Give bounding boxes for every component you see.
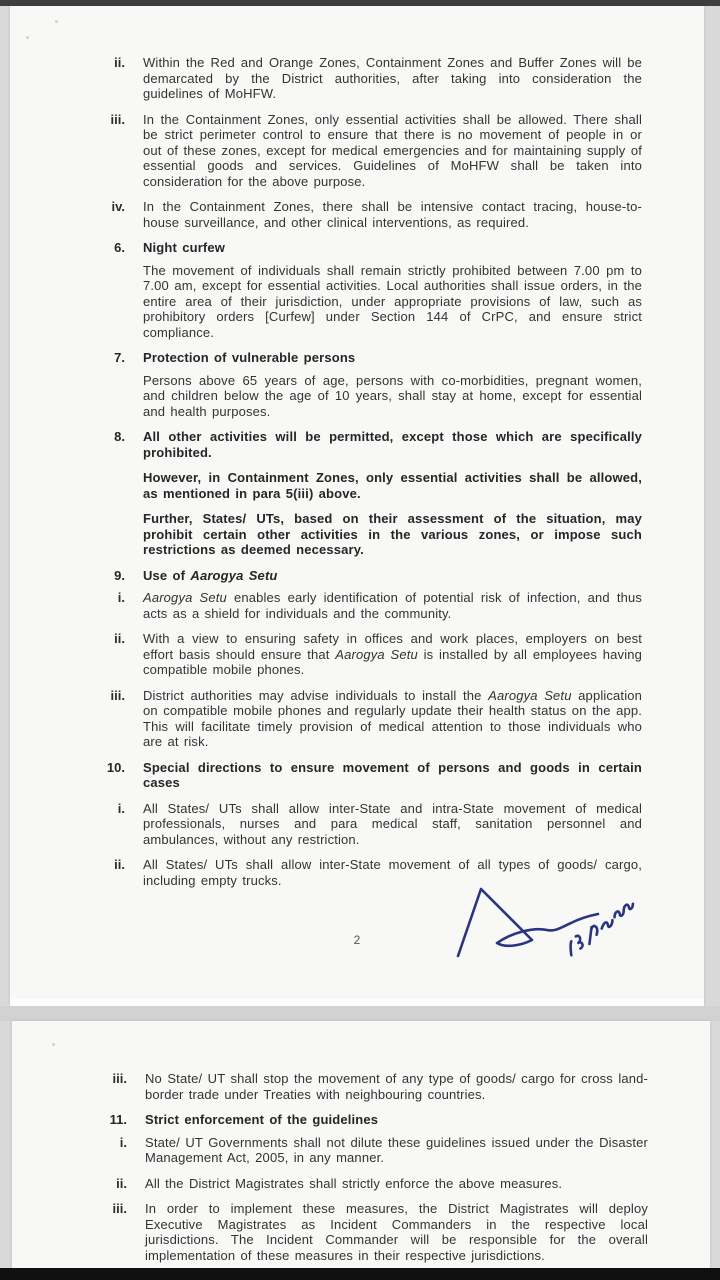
list-item-9i bbox=[95, 590, 642, 621]
item-text: State/ UT Governments shall not dilute these guidelines issued under the Disaster Management Act, 2005, in any manner. bbox=[145, 1134, 648, 1165]
signature-icon bbox=[448, 882, 680, 966]
section-number: 7. bbox=[114, 350, 125, 365]
item-number: iii. bbox=[112, 1071, 127, 1086]
section-title: All other activities will be permitted, except those which are specifically prohibited. bbox=[143, 429, 642, 460]
section-number: 10. bbox=[106, 759, 125, 775]
section-number: 11. bbox=[109, 1112, 127, 1127]
section-title: Strict enforcement of the guidelines bbox=[145, 1112, 379, 1127]
item-text: Within the Red and Orange Zones, Containment Zones and Buffer Zones will be demarcated by the District authorities, after taking into consideration the guidelines of MoHFW. bbox=[143, 55, 642, 101]
item-text: All States/ UTs shall allow inter-State and intra-State movement of medical professionals, nurses and para medical staff, sanitation personnel and ambulances, without any restriction. bbox=[143, 800, 642, 847]
item-text: All the District Magistrates shall strictly enforce the above measures. bbox=[145, 1175, 563, 1191]
list-item-10iii bbox=[97, 1071, 648, 1102]
scan-speck bbox=[26, 36, 29, 39]
section-title: Use of Aarogya Setu bbox=[143, 567, 278, 583]
item-text: District authorities may advise individuals to install the Aarogya Setu application on compatible mobile phones and regularly update their health status on the app. This will facilitate timely provision of medical attention to those individuals who are at risk. bbox=[143, 687, 642, 749]
list-item-11iii bbox=[97, 1201, 648, 1263]
section-heading-11 bbox=[97, 1112, 648, 1128]
item-number: iii. bbox=[110, 111, 125, 127]
item-text: Aarogya Setu enables early identification of potential risk of infection, and thus acts as a shield for individuals and the community. bbox=[143, 590, 642, 621]
paragraph-further-states bbox=[95, 511, 642, 558]
item-number: ii. bbox=[114, 857, 125, 872]
item-text: In the Containment Zones, there shall be intensive contact tracing, house-to-house surveillance, and other clinical interventions, as required. bbox=[143, 199, 642, 230]
item-number bbox=[95, 263, 143, 341]
list-item-5iv bbox=[95, 199, 642, 230]
section-number: 8. bbox=[114, 429, 125, 444]
paragraph-text: The movement of individuals shall remain strictly prohibited between 7.00 pm to 7.00 am, except for essential activities. Local authorities shall issue orders, in the entire area of their jurisdiction, under appropriate provisions of law, such as prohibitory orders [Curfew] under Section 144 of CrPC, and ensure strict compliance. bbox=[143, 262, 642, 340]
section-number: 9. bbox=[114, 567, 125, 583]
paragraph-vulnerable-persons bbox=[95, 373, 642, 420]
scan-speck bbox=[52, 1043, 55, 1046]
item-text: All States/ UTs shall allow inter-State movement of all types of goods/ cargo, including empty trucks. bbox=[143, 857, 642, 888]
list-item-9ii bbox=[95, 631, 642, 678]
paragraph-text: However, in Containment Zones, only essential activities shall be allowed, as mentioned in para 5(iii) above. bbox=[143, 470, 642, 501]
section-title: Protection of vulnerable persons bbox=[143, 350, 356, 365]
item-text: No State/ UT shall stop the movement of any type of goods/ cargo for cross land-border trade under Treaties with neighbouring countries. bbox=[145, 1071, 648, 1102]
paragraph-text: Further, States/ UTs, based on their assessment of the situation, may prohibit certain other activities in the various zones, or impose such restrictions as deemed necessary. bbox=[143, 511, 642, 557]
list-item-10i bbox=[95, 801, 642, 848]
item-text: In the Containment Zones, only essential activities shall be allowed. There shall be strict perimeter control to ensure that there is no movement of people in or out of these zones, except for medical emergencies and for maintaining supply of essential goods and services. Guidelines of MoHFW shall be taken into consideration for the above purpose. bbox=[143, 111, 642, 189]
document-page-1 bbox=[10, 6, 704, 1006]
item-number bbox=[95, 511, 143, 558]
item-number: iii. bbox=[112, 1201, 127, 1216]
paragraph-however-containment bbox=[95, 470, 642, 501]
list-item-5ii bbox=[95, 55, 642, 102]
list-item-11ii bbox=[97, 1176, 648, 1192]
section-heading-6 bbox=[95, 240, 642, 256]
section-title: Special directions to ensure movement of persons and goods in certain cases bbox=[143, 759, 642, 790]
item-number: i. bbox=[119, 1134, 127, 1150]
section-number: 6. bbox=[114, 240, 125, 255]
page-number: 2 bbox=[353, 933, 361, 947]
item-number: i. bbox=[117, 800, 125, 816]
scan-speck bbox=[55, 20, 58, 23]
item-number: iv. bbox=[111, 199, 125, 214]
section-heading-7 bbox=[95, 350, 642, 366]
item-text: With a view to ensuring safety in offices and work places, employers on best effort basis should ensure that Aarogya Setu is installed by all employees having compatible mobile phones. bbox=[143, 631, 643, 677]
bottom-edge-bar bbox=[0, 1268, 720, 1280]
list-item-9iii bbox=[95, 688, 642, 750]
section-heading-8 bbox=[95, 429, 642, 460]
document-page-2 bbox=[12, 1021, 710, 1280]
list-item-11i bbox=[97, 1135, 648, 1166]
item-number: ii. bbox=[114, 631, 125, 646]
list-item-5iii bbox=[95, 112, 642, 190]
item-number bbox=[95, 470, 143, 501]
item-number: ii. bbox=[116, 1175, 127, 1191]
item-number: iii. bbox=[110, 687, 125, 703]
item-number bbox=[95, 373, 143, 420]
paragraph-text: Persons above 65 years of age, persons with co-morbidities, pregnant women, and children below the age of 10 years, shall stay at home, except for essential and health purposes. bbox=[143, 372, 642, 419]
item-text: In order to implement these measures, the District Magistrates will deploy Executive Magistrates as Incident Commanders in the respective local jurisdictions. The Incident Commander will be responsible for the overall implementation of these measures in their respective jurisdictions. bbox=[145, 1201, 648, 1263]
page-gap-divider bbox=[0, 1006, 720, 1021]
section-title: Night curfew bbox=[143, 240, 226, 255]
paragraph-night-curfew bbox=[95, 263, 642, 341]
item-number: i. bbox=[117, 590, 125, 605]
item-number: ii. bbox=[114, 55, 125, 70]
page-edge-highlight bbox=[10, 999, 704, 1006]
section-heading-10 bbox=[95, 760, 642, 791]
section-heading-9 bbox=[95, 568, 642, 584]
